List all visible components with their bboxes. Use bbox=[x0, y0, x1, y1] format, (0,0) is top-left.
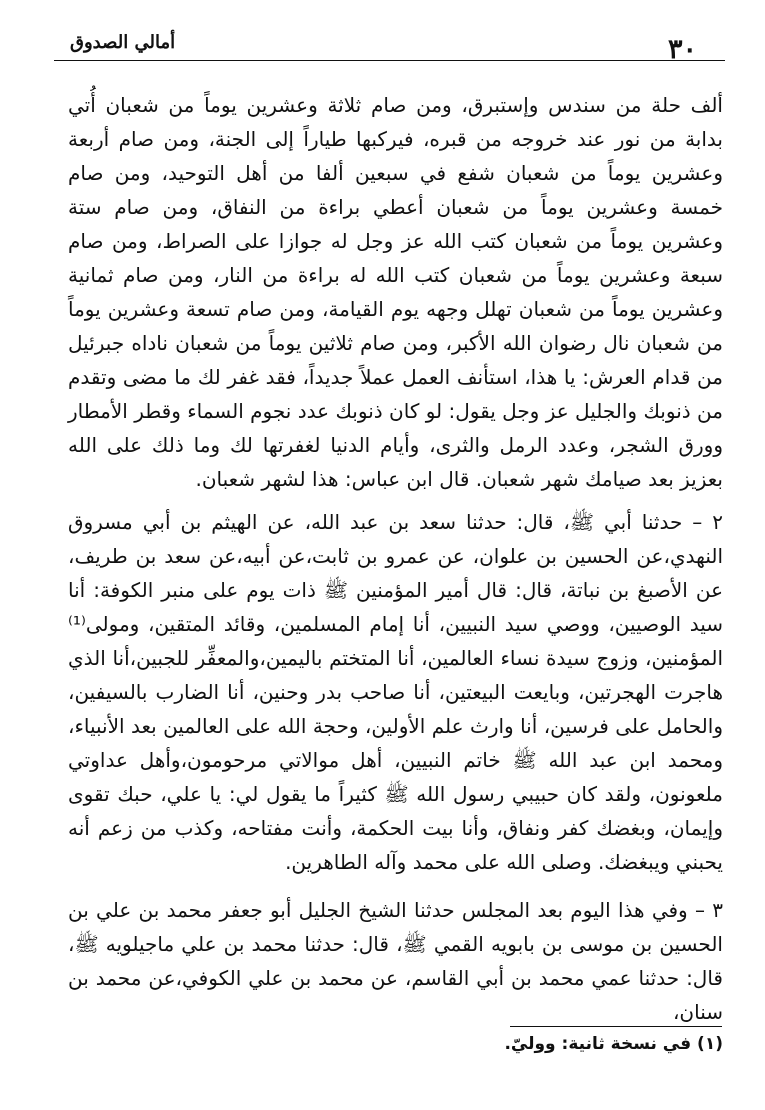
footnote-divider bbox=[510, 1026, 722, 1027]
paragraph-3: ٣ – وفي هذا اليوم بعد المجلس حدثنا الشيخ الجليل أبو جعفر محمد بن علي بن الحسين بن موسى بن بابويه القمي ﷺ، قال: حدثنا محمد بن علي ماجيلويه ﷺ، قال: حدثنا عمي محمد بن أبي القاسم، عن محمد بن علي الكوفي،عن محمد بن سنان، bbox=[68, 898, 723, 1024]
page-number: ٣٠ bbox=[667, 34, 697, 65]
paragraph-1: ألف حلة من سندس وإستبرق، ومن صام ثلاثة وعشرين يوماً من شعبان أُتي بدابة من نور عند خروجه من قبره، فيركبها طياراً إلى الجنة، ومن صام أربعة وعشرين يوماً من شعبان شفع في سبعين ألفا من أهل التوحيد، ومن صام خمسة وعشرين يوماً من شعبان أعطي براءة من النفاق، ومن صام ستة وعشرين يوماً من شعبان كتب الله عز وجل له جوازا على الصراط، ومن صام سبعة وعشرين يوماً من شعبان كتب الله له براءة من النار، ومن صام ثمانية وعشرين يوماً من شعبان تهلل وجهه يوم القيامة، ومن صام تسعة وعشرين يوماً من شعبان نال رضوان الله الأكبر، ومن صام ثلاثين يوماً من شعبان ناداه جبرئيل من قدام العرش: يا هذا، استأنف العمل عملاً جديداً، فقد غفر لك ما مضى وتقدم من ذنوبك والجليل عز وجل يقول: لو كان ذنوبك عدد نجوم السماء وقطر الأمطار وورق الشجر، وعدد الرمل والثرى، وأيام الدنيا لغفرتها لك وما ذلك على الله بعزيز بعد صيامك شهر شعبان. قال ابن عباس: هذا لشهر شعبان. bbox=[68, 93, 723, 491]
book-title: أمالي الصدوق bbox=[70, 32, 176, 53]
footnote: (١) في نسخة ثانية: ووليّ. bbox=[504, 1034, 723, 1054]
page-header bbox=[54, 28, 725, 65]
paragraph-2: ٢ – حدثنا أبي ﷺ، قال: حدثنا سعد بن عبد الله، عن الهيثم بن أبي مسروق النهدي،عن الحسين بن علوان، عن عمرو بن ثابت،عن أبيه،عن سعد بن طريف، عن الأصبغ بن نباتة، قال: قال أمير المؤمنين ﷺ ذات يوم على منبر الكوفة: أنا سيد الوصيين، ووصي سيد النبيين، أنا إمام المسلمين، وقائد المتقين، ومولى⁽¹⁾ المؤمنين، وزوج سيدة نساء العالمين، أنا المتختم باليمين،والمعفِّر للجبين،أنا الذي هاجرت الهجرتين، وبايعت البيعتين، أنا صاحب بدر وحنين، أنا الضارب بالسيفين، والحامل على فرسين، أنا وارث علم الأولين، وحجة الله على العالمين بعد الأنبياء، ومحمد ابن عبد الله ﷺ خاتم النبيين، أهل موالاتي مرحومون،وأهل عداوتي ملعونون، ولقد كان حبيبي رسول الله ﷺ كثيراً ما يقول لي: يا علي، حبك تقوى وإيمان، وبغضك كفر ونفاق، وأنا بيت الحكمة، وأنت مفتاحه، وكذب من زعم أنه يحبني ويبغضك. وصلى الله على محمد وآله الطاهرين. bbox=[68, 510, 723, 874]
